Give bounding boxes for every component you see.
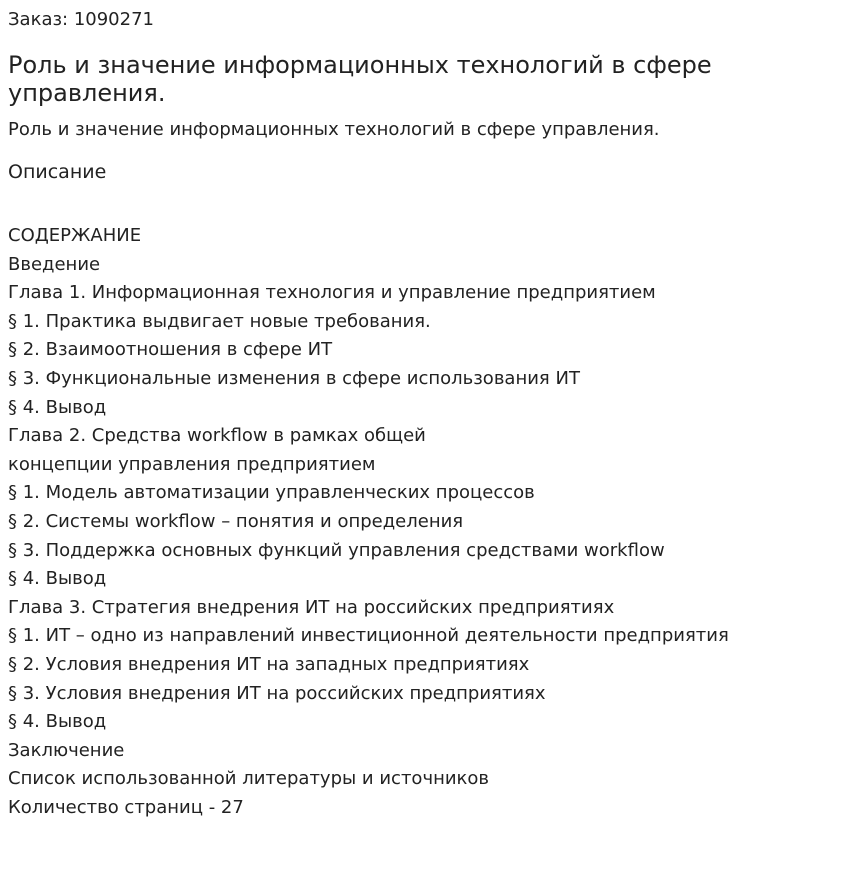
page-title: Роль и значение информационных технологий в сфере управления. bbox=[8, 51, 712, 107]
toc-item-ch3-s1: § 1. ИТ – одно из направлений инвестиционной деятельности предприятия bbox=[8, 625, 729, 647]
toc-item-ch1-s1: § 1. Практика выдвигает новые требования. bbox=[8, 310, 431, 332]
page-subtitle: Роль и значение информационных технологий в сфере управления. bbox=[8, 119, 660, 140]
toc-item-ch1-s3: § 3. Функциональные изменения в сфере использования ИТ bbox=[8, 367, 580, 389]
toc-item-ch1-s4: § 4. Вывод bbox=[8, 396, 107, 418]
toc-item-chapter-1: Глава 1. Информационная технология и управление предприятием bbox=[8, 282, 656, 304]
page-count: Количество страниц - 27 bbox=[8, 796, 244, 818]
toc-item-ch3-s3: § 3. Условия внедрения ИТ на российских предприятиях bbox=[8, 682, 546, 704]
toc-item-chapter-2: Глава 2. Средства workflow в рамках общей bbox=[8, 425, 426, 447]
toc-item-ch2-s2: § 2. Системы workflow – понятия и определения bbox=[8, 510, 464, 532]
toc-item-ch2-s4: § 4. Вывод bbox=[8, 568, 107, 590]
toc-heading: СОДЕРЖАНИЕ bbox=[8, 225, 142, 246]
toc-item-conclusion: Заключение bbox=[8, 739, 125, 761]
toc-item-ch3-s4: § 4. Вывод bbox=[8, 711, 107, 733]
description-heading: Описание bbox=[8, 161, 107, 183]
toc-item-introduction: Введение bbox=[8, 253, 101, 275]
toc-item-ch2-s1: § 1. Модель автоматизации управленческих процессов bbox=[8, 482, 535, 504]
toc-item-references: Список использованной литературы и источников bbox=[8, 768, 490, 790]
toc-item-ch3-s2: § 2. Условия внедрения ИТ на западных предприятиях bbox=[8, 653, 530, 675]
toc-item-ch1-s2: § 2. Взаимоотношения в сфере ИТ bbox=[8, 339, 333, 361]
order-number: Заказ: 1090271 bbox=[8, 9, 154, 30]
toc-item-chapter-2-continued: концепции управления предприятием bbox=[8, 453, 376, 475]
toc-item-ch2-s3: § 3. Поддержка основных функций управления средствами workflow bbox=[8, 539, 665, 561]
toc-item-chapter-3: Глава 3. Стратегия внедрения ИТ на российских предприятиях bbox=[8, 596, 615, 618]
table-of-contents bbox=[8, 222, 839, 822]
